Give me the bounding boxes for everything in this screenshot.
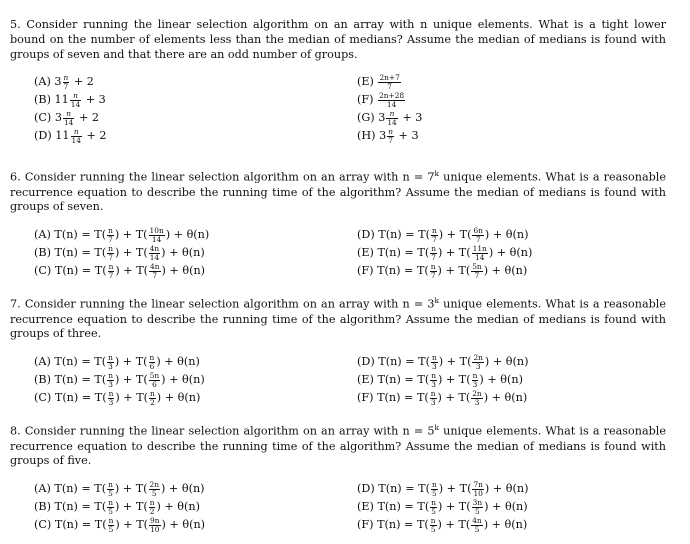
question-number: 5. — [10, 18, 21, 31]
option-7d[interactable]: (D) T(n) = T( $\frac{n}{3}$ ) + T( $\frac{2n}{3}$ ) + θ(n) — [357, 353, 529, 371]
option-8b[interactable]: (B) T(n) = T( $\frac{n}{5}$ ) + T( $\frac{n}{2}$ ) + θ(n) — [34, 498, 200, 516]
option-6b[interactable]: (B) T(n) = T( $\frac{n}{7}$ ) + T( $\frac{4n}{14}$ ) + θ(n) — [34, 244, 205, 262]
question-7-stem: 7. Consider running the linear selection algorithm on an array with $n = 3^k$ unique elements. What is a reasonable recurrence equation to describe the running time of the algorithm? Assume the median of medians is found with groups of three. — [10, 296, 666, 341]
question-8-stem: 8. Consider running the linear selection algorithm on an array with $n = 5^k$ unique elements. What is a reasonable recurrence equation to describe the running time of the algorithm? Assume the median of medians is found with groups of five. — [10, 423, 666, 468]
option-7b[interactable]: (B) T(n) = T( $\frac{n}{3}$ ) + T( $\frac{5n}{6}$ ) + θ(n) — [34, 371, 205, 389]
question-6-stem: 6. Consider running the linear selection algorithm on an array with $n = 7^k$ unique elements. What is a reasonable recurrence equation to describe the running time of the algorithm? Assume the median of medians is found with groups of seven. — [10, 169, 666, 214]
question-5 — [10, 18, 666, 144]
option-5b[interactable]: (B) 11 $\frac{n}{14}$ + 3 — [34, 91, 106, 109]
option-5e[interactable]: (E) $\frac{2n+7}{7}$ — [357, 73, 400, 91]
option-5g[interactable]: (G) 3 $\frac{n}{14}$ + 3 — [357, 109, 423, 127]
option-7a[interactable]: (A) T(n) = T( $\frac{n}{3}$ ) + T( $\frac{n}{6}$ ) + θ(n) — [34, 353, 200, 371]
option-5h[interactable]: (H) 3 $\frac{n}{7}$ + 3 — [357, 127, 419, 145]
option-6e[interactable]: (E) T(n) = T( $\frac{n}{7}$ ) + T( $\frac{11n}{14}$ ) + θ(n) — [357, 244, 533, 262]
option-7c[interactable]: (C) T(n) = T( $\frac{n}{3}$ ) + T( $\frac{n}{2}$ ) + θ(n) — [34, 389, 201, 407]
question-5-stem — [10, 18, 666, 62]
question-7 — [10, 294, 666, 408]
question-text: Consider running the linear selection algorithm on an array with n unique elements. What is a tight lower bound on the number of elements less than the median of medians? Assume the median of medians is found with groups of seven and that there are an odd number of groups. — [10, 18, 667, 61]
option-8c[interactable]: (C) T(n) = T( $\frac{n}{5}$ ) + T( $\frac{9n}{10}$ ) + θ(n) — [34, 516, 206, 534]
question-8 — [10, 421, 666, 535]
option-5d[interactable]: (D) 11 $\frac{n}{14}$ + 2 — [34, 127, 107, 145]
option-6f[interactable]: (F) T(n) = T( $\frac{n}{7}$ ) + T( $\frac{5n}{7}$ ) + θ(n) — [357, 262, 528, 280]
option-7f[interactable]: (F) T(n) = T( $\frac{n}{3}$ ) + T( $\frac{2n}{3}$ ) + θ(n) — [357, 389, 528, 407]
option-5f[interactable]: (F) $\frac{2n+28}{14}$ — [357, 91, 405, 109]
option-8f[interactable]: (F) T(n) = T( $\frac{n}{5}$ ) + T( $\frac{4n}{5}$ ) + θ(n) — [357, 516, 528, 534]
option-5c[interactable]: (C) 3 $\frac{n}{14}$ + 2 — [34, 109, 100, 127]
option-6d[interactable]: (D) T(n) = T( $\frac{n}{7}$ ) + T( $\frac{6n}{7}$ ) + θ(n) — [357, 226, 529, 244]
option-8d[interactable]: (D) T(n) = T( $\frac{n}{5}$ ) + T( $\frac{7n}{10}$ ) + θ(n) — [357, 480, 529, 498]
option-7e[interactable]: (E) T(n) = T( $\frac{n}{3}$ ) + T( $\frac{n}{3}$ ) + θ(n) — [357, 371, 523, 389]
question-6 — [10, 167, 666, 281]
option-6a[interactable]: (A) T(n) = T( $\frac{n}{7}$ ) + T( $\frac{10n}{14}$ ) + θ(n) — [34, 226, 210, 244]
option-6c[interactable]: (C) T(n) = T( $\frac{n}{7}$ ) + T( $\frac{4n}{7}$ ) + θ(n) — [34, 262, 206, 280]
option-8e[interactable]: (E) T(n) = T( $\frac{n}{5}$ ) + T( $\frac{3n}{5}$ ) + θ(n) — [357, 498, 528, 516]
option-8a[interactable]: (A) T(n) = T( $\frac{n}{5}$ ) + T( $\frac{2n}{5}$ ) + θ(n) — [34, 480, 205, 498]
option-5a[interactable]: (A) 3 $\frac{n}{7}$ + 2 — [34, 73, 94, 91]
